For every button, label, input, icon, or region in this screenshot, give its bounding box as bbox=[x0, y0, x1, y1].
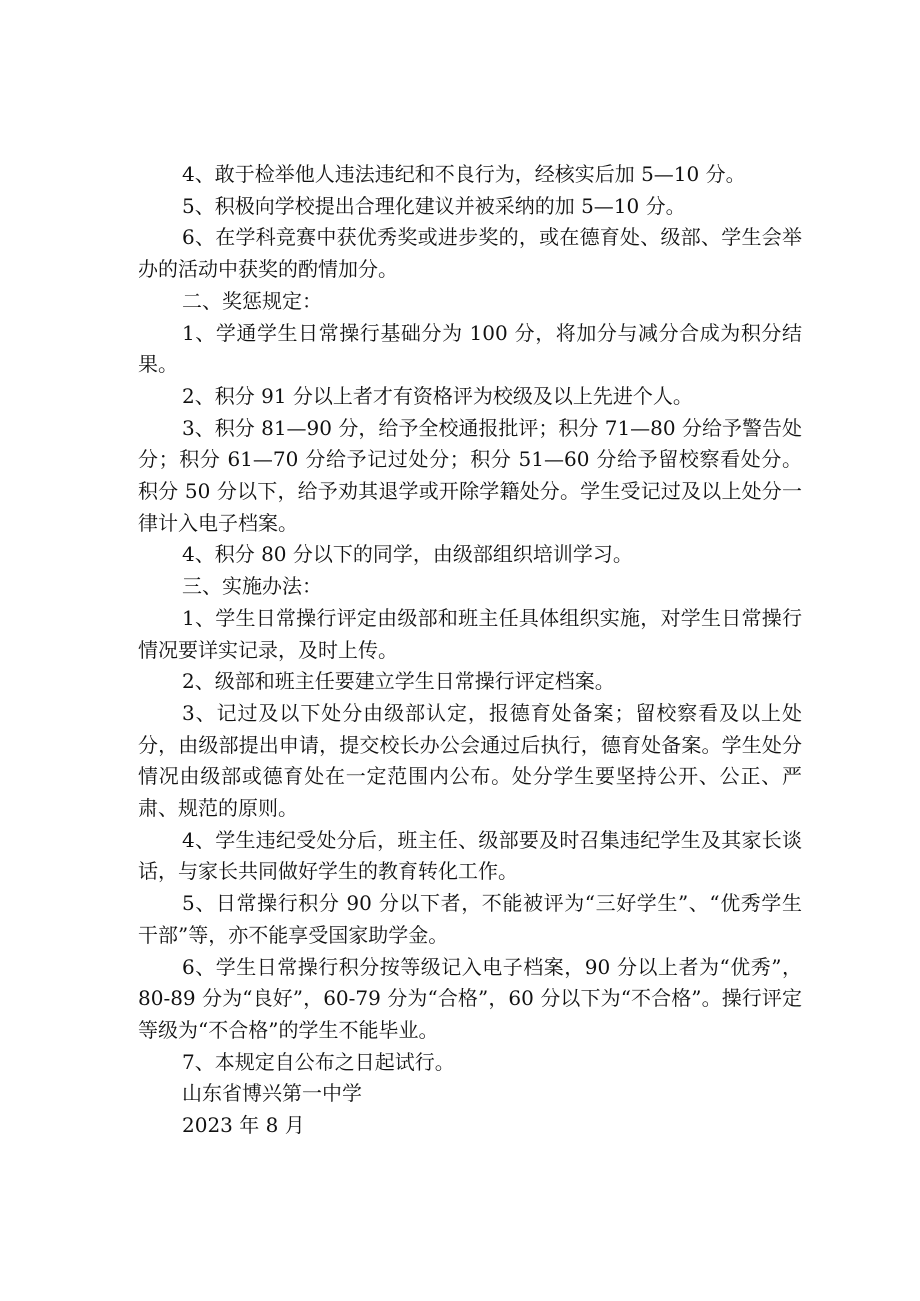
paragraph-impl-3-disciplinary-process: 3、记过及以下处分由级部认定，报德育处备案；留校察看及以上处分，由级部提出申请，提交校长办公会通过后执行，德育处备案。学生处分情况由级部或德育处在一定范围内公布。处分学生要坚持公开、公正、严肃、规范的原则。 bbox=[138, 700, 802, 821]
paragraph-rule-1-base-score: 1、学通学生日常操行基础分为 100 分，将加分与减分合成为积分结果。 bbox=[138, 320, 802, 377]
paragraph-impl-6-grades: 6、学生日常操行积分按等级记入电子档案，90 分以上者为“优秀”，80-89 分为“良好”，60-79 分为“合格”，60 分以下为“不合格”。操行评定等级为“不合格”的学生不能毕业。 bbox=[138, 954, 802, 1042]
paragraph-impl-1-organization: 1、学生日常操行评定由级部和班主任具体组织实施，对学生日常操行情况要详实记录，及时上传。 bbox=[138, 605, 802, 662]
section-heading-implementation: 三、实施办法： bbox=[182, 574, 322, 599]
paragraph-impl-2-archives: 2、级部和班主任要建立学生日常操行评定档案。 bbox=[182, 669, 615, 694]
paragraph-rule-4-training: 4、积分 80 分以下的同学，由级部组织培训学习。 bbox=[182, 542, 633, 567]
paragraph-impl-5-honors: 5、日常操行积分 90 分以下者，不能被评为“三好学生”、“优秀学生干部”等，亦不能享受国家助学金。 bbox=[138, 891, 802, 947]
paragraph-rule-2-eligibility: 2、积分 91 分以上者才有资格评为校级及以上先进个人。 bbox=[182, 383, 693, 408]
paragraph-rule-3-penalties: 3、积分 81—90 分，给予全校通报批评；积分 71—80 分给予警告处分；积分 61—70 分给予记过处分；积分 51—60 分给予留校察看处分。积分 50 分以下，给予劝其退学或开除学籍处分。学生受记过及以上处分一律计入电子档案。 bbox=[138, 415, 802, 535]
paragraph-5-suggestions: 5、积极向学校提出合理化建议并被采纳的加 5—10 分。 bbox=[182, 193, 686, 218]
paragraph-impl-4-parent-talks: 4、学生违纪受处分后，班主任、级部要及时召集违纪学生及其家长谈话，与家长共同做好学生的教育转化工作。 bbox=[138, 827, 802, 884]
paragraph-4-report-violations: 4、敢于检举他人违法违纪和不良行为，经核实后加 5—10 分。 bbox=[182, 162, 746, 186]
paragraph-impl-7-effective: 7、本规定自公布之日起试行。 bbox=[182, 1049, 455, 1074]
section-heading-rewards-penalties: 二、奖惩规定： bbox=[182, 288, 322, 313]
signature-date: 2023 年 8 月 bbox=[182, 1113, 305, 1138]
document-page bbox=[138, 159, 802, 1142]
signature-organization: 山东省博兴第一中学 bbox=[182, 1081, 362, 1106]
paragraph-6-competitions: 6、在学科竞赛中获优秀奖或进步奖的，或在德育处、级部、学生会举办的活动中获奖的酌情加分。 bbox=[138, 225, 802, 282]
